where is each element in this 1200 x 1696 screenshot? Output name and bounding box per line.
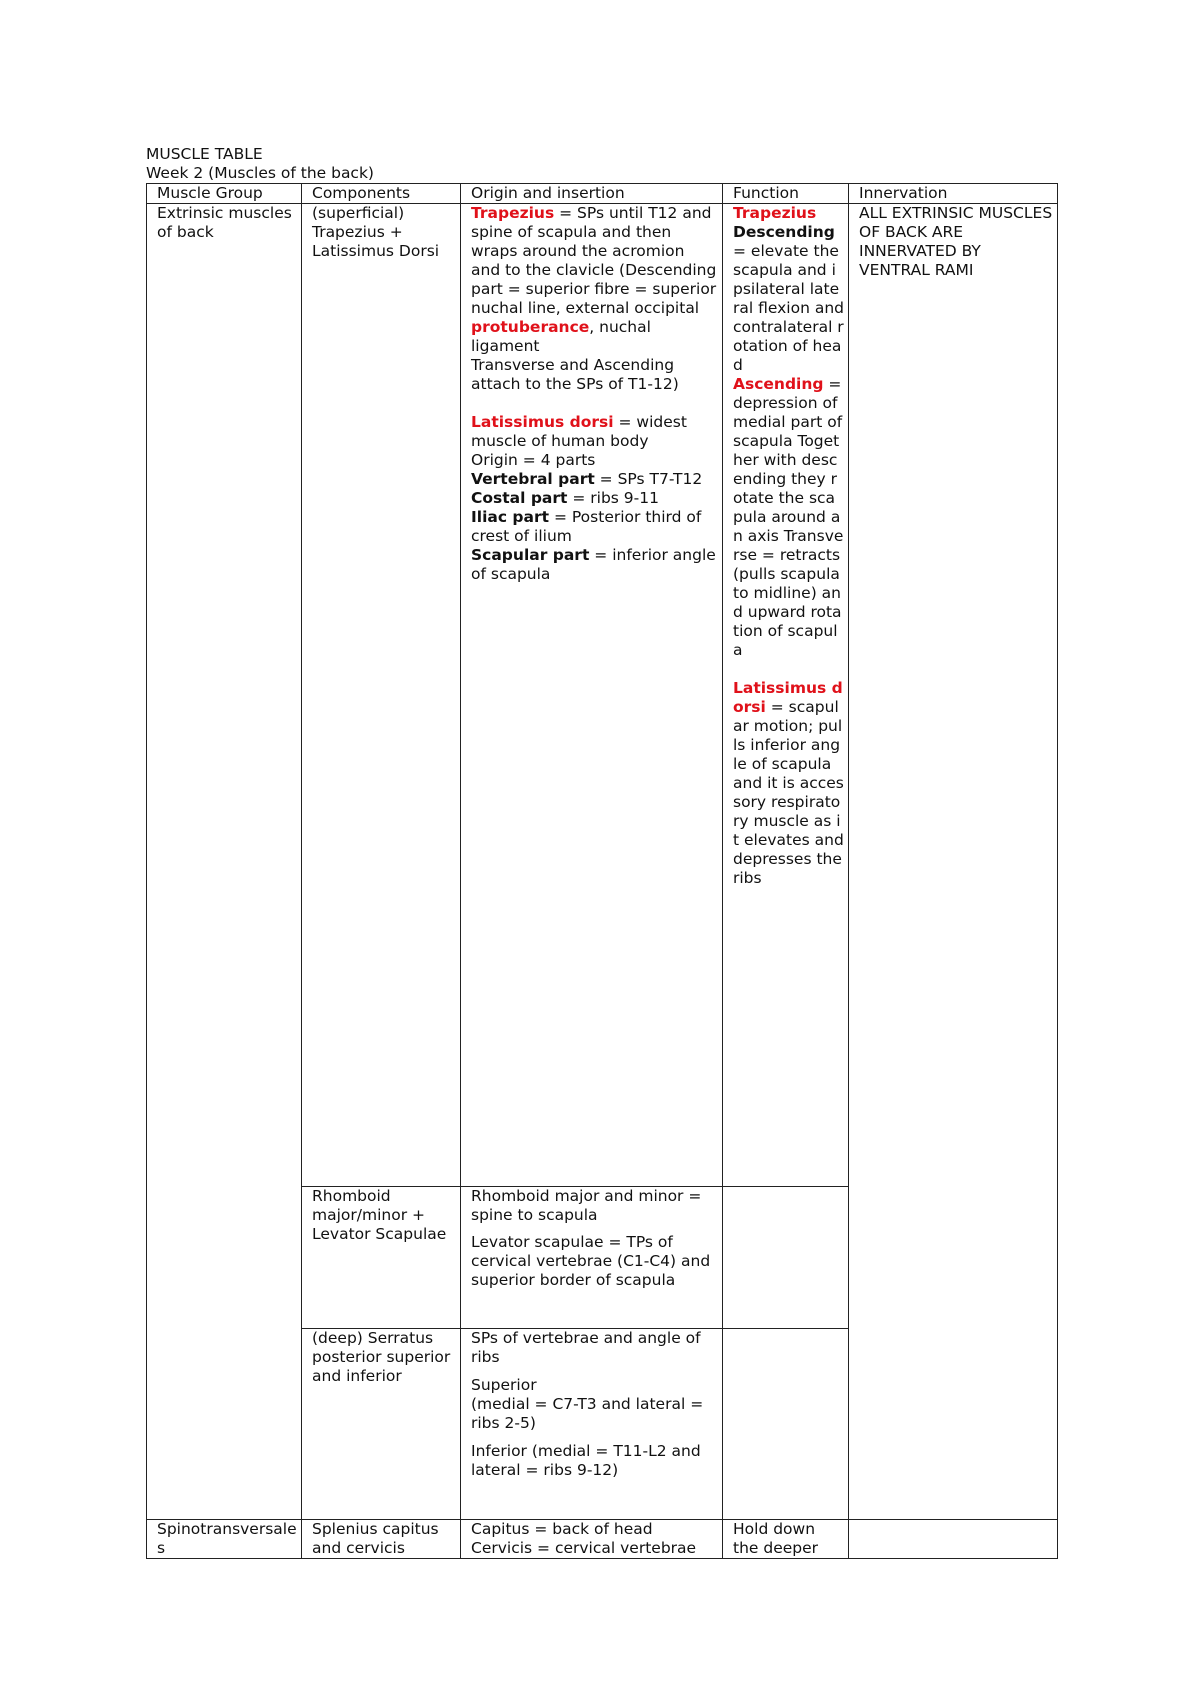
components-text: (deep) Serratus posterior superior and inferior bbox=[312, 1329, 451, 1385]
document-subtitle: Week 2 (Muscles of the back) bbox=[146, 164, 374, 182]
cell-group-extrinsic bbox=[147, 204, 302, 1520]
document-heading bbox=[146, 145, 374, 183]
vertebral-part-text: = SPs T7-T12 bbox=[594, 470, 703, 488]
scapular-part-label: Scapular part bbox=[471, 546, 590, 564]
function-latissimus-label: Latissimus dorsi bbox=[733, 679, 843, 716]
function-ascending-label: Ascending bbox=[733, 375, 824, 393]
function-latissimus-text: = scapular motion; pulls inferior angle of scapula and it is accessory respiratory muscle as it elevates and depresses the ribs bbox=[733, 698, 844, 887]
header-origin-insertion: Origin and insertion bbox=[461, 184, 723, 204]
serratus-inferior-text: Inferior (medial = T11-L2 and lateral = ribs 9-12) bbox=[471, 1442, 701, 1479]
cell-origin-insertion bbox=[461, 204, 723, 1187]
cell-function bbox=[723, 204, 849, 1187]
cell-function bbox=[723, 1520, 849, 1559]
function-trapezius-label: Trapezius bbox=[733, 204, 817, 222]
components-text: Rhomboid major/minor + Levator Scapulae bbox=[312, 1187, 447, 1243]
document-title: MUSCLE TABLE bbox=[146, 145, 263, 163]
origin-parts-text: Origin = 4 parts bbox=[471, 451, 596, 469]
innervation-text: ALL EXTRINSIC MUSCLES OF BACK ARE INNERVATED BY VENTRAL RAMI bbox=[859, 204, 1053, 279]
latissimus-label: Latissimus dorsi bbox=[471, 413, 614, 431]
cell-function bbox=[723, 1187, 849, 1329]
cell-origin-insertion bbox=[461, 1187, 723, 1329]
vertebral-part-line bbox=[471, 470, 718, 489]
function-ascending-line bbox=[733, 375, 844, 660]
group-label: Spinotransversales bbox=[157, 1520, 297, 1557]
components-text: (superficial) Trapezius + Latissimus Dorsi bbox=[312, 204, 440, 260]
levator-origin-text: Levator scapulae = TPs of cervical vertebrae (C1-C4) and superior border of scapula bbox=[471, 1233, 711, 1289]
protuberance-label: protuberance bbox=[471, 318, 590, 336]
components-text: Splenius capitus and cervicis bbox=[312, 1520, 439, 1557]
rhomboid-origin-text: Rhomboid major and minor = spine to scapula bbox=[471, 1187, 702, 1224]
costal-part-text: = ribs 9-11 bbox=[567, 489, 659, 507]
costal-part-line bbox=[471, 489, 718, 508]
cell-origin-insertion bbox=[461, 1520, 723, 1559]
function-latissimus-line bbox=[733, 679, 844, 888]
function-text: Hold down the deeper bbox=[733, 1520, 819, 1557]
scapular-part-line bbox=[471, 546, 718, 584]
cell-components bbox=[302, 1187, 461, 1329]
cervicis-text: Cervicis = cervical vertebrae bbox=[471, 1539, 697, 1557]
serratus-superior-text: (medial = C7-T3 and lateral = ribs 2-5) bbox=[471, 1395, 704, 1432]
cell-innervation bbox=[849, 1520, 1058, 1559]
cell-origin-insertion bbox=[461, 1329, 723, 1520]
trapezius-origin-text: = SPs until T12 and spine of scapula and then wraps around the acromion and to the clavicle (Descending part = superior fibre = superior nuchal line, external occipital bbox=[471, 204, 717, 317]
header-function: Function bbox=[723, 184, 849, 204]
table-row bbox=[147, 1520, 1058, 1559]
capitus-text: Capitus = back of head bbox=[471, 1520, 653, 1538]
header-muscle-group: Muscle Group bbox=[147, 184, 302, 204]
cell-innervation bbox=[849, 204, 1058, 1520]
muscle-table bbox=[146, 183, 1058, 1559]
header-components: Components bbox=[302, 184, 461, 204]
header-innervation: Innervation bbox=[849, 184, 1058, 204]
iliac-part-line bbox=[471, 508, 718, 546]
function-descending-text: = elevate the scapula and ipsilateral lateral flexion and contralateral rotation of head bbox=[733, 242, 845, 374]
iliac-part-text: = Posterior third of crest of ilium bbox=[471, 508, 702, 545]
scapular-part-text: = inferior angle of scapula bbox=[471, 546, 716, 583]
function-ascending-text: = depression of medial part of scapula Together with descending they rotate the scapula around an axis Transverse = retracts (pulls scapula to midline) and upward rotation of scapula bbox=[733, 375, 844, 659]
trapezius-origin-text-2: , nuchal ligament bbox=[471, 318, 651, 355]
function-descending-label: Descending bbox=[733, 223, 835, 241]
cell-components bbox=[302, 1329, 461, 1520]
iliac-part-label: Iliac part bbox=[471, 508, 550, 526]
vertebral-part-label: Vertebral part bbox=[471, 470, 595, 488]
cell-components bbox=[302, 204, 461, 1187]
transverse-ascending-text: Transverse and Ascending attach to the SPs of T1-12) bbox=[471, 356, 679, 393]
cell-components bbox=[302, 1520, 461, 1559]
cell-function bbox=[723, 1329, 849, 1520]
group-label: Extrinsic muscles of back bbox=[157, 204, 292, 241]
table-header-row bbox=[147, 184, 1058, 204]
trapezius-label: Trapezius bbox=[471, 204, 555, 222]
cell-group-spinotransversales bbox=[147, 1520, 302, 1559]
latissimus-origin-line bbox=[471, 413, 718, 451]
costal-part-label: Costal part bbox=[471, 489, 568, 507]
table-row bbox=[147, 204, 1058, 1187]
serratus-origin-text: SPs of vertebrae and angle of ribs bbox=[471, 1329, 701, 1366]
serratus-superior-label: Superior bbox=[471, 1376, 537, 1394]
latissimus-text: = widest muscle of human body bbox=[471, 413, 687, 450]
